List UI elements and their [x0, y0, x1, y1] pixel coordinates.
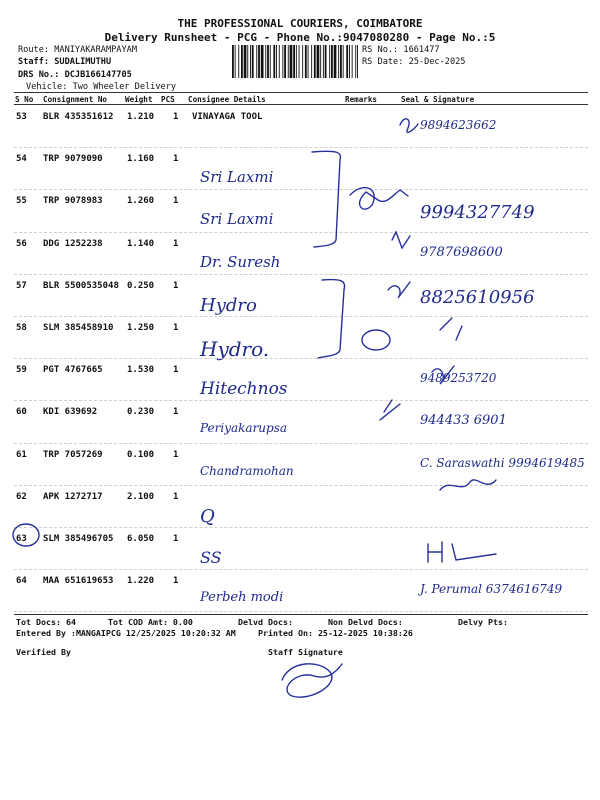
bracket-mark-icon — [312, 151, 340, 247]
handwritten-name: Hydro — [200, 294, 257, 316]
tot-cod-amount: Tot COD Amt: 0.00 — [108, 617, 193, 627]
col-pcs: PCS — [161, 95, 175, 104]
row-consignment: TRP 9079090 — [43, 154, 103, 165]
handwritten-signature: 8825610956 — [420, 286, 535, 308]
rs-date: RS Date: 25-Dec-2025 — [362, 57, 466, 67]
row-pcs: 1 — [173, 112, 179, 122]
row-consignment: TRP 9078983 — [43, 196, 103, 207]
footer-rule — [14, 614, 588, 615]
row-sno: 60 — [16, 407, 27, 418]
signature-scribble-icon — [428, 542, 496, 562]
row-weight: 1.530 — [127, 365, 155, 376]
col-consignment: Consignment No — [43, 95, 108, 104]
rs-number: RS No.: 1661477 — [362, 45, 440, 55]
handwritten-name: Hydro. — [200, 337, 270, 361]
row-pcs: 1 — [173, 238, 179, 249]
row-sno: 59 — [16, 365, 27, 376]
col-consignee: Consignee Details — [188, 95, 266, 104]
row-consignment: KDI 639692 — [43, 407, 98, 418]
row-weight: 1.260 — [127, 196, 155, 207]
row-sno: 64 — [16, 576, 27, 587]
circle-mark-icon — [13, 524, 39, 546]
tot-docs: Tot Docs: 64 — [16, 617, 76, 627]
delvd-docs: Delvd Docs: — [238, 617, 293, 627]
delvy-pts: Delvy Pts: — [458, 617, 508, 627]
non-delvd-docs: Non Delvd Docs: — [328, 617, 403, 627]
row-sno: 56 — [16, 238, 27, 249]
printed-on: Printed On: 25-12-2025 10:38:26 — [258, 628, 413, 638]
handwritten-name: Chandramohan — [200, 463, 294, 478]
col-weight: Weight — [125, 95, 153, 104]
row-weight: 1.160 — [127, 154, 155, 165]
signature-scribble-icon — [388, 282, 410, 298]
row-sno: 54 — [16, 154, 27, 165]
handwritten-signature: 9894623662 — [420, 118, 497, 132]
row-consignment: TRP 7057269 — [43, 449, 103, 460]
row-sno: 58 — [16, 323, 27, 333]
handwritten-name: Q — [200, 505, 215, 527]
row-sno: 57 — [16, 280, 27, 291]
row-pcs: 1 — [173, 449, 179, 460]
signature-scribble-icon — [392, 232, 410, 248]
signature-scribble-icon — [400, 119, 418, 133]
row-weight: 1.220 — [127, 576, 155, 587]
handwritten-signature: C. Saraswathi 9994619485 — [420, 455, 585, 470]
row-consignment: BLR 435351612 — [43, 112, 114, 122]
company-title: THE PROFESSIONAL COURIERS, COIMBATORE — [177, 17, 423, 30]
row-consignee: VINAYAGA TOOL — [192, 112, 263, 122]
row-consignment: PGT 4767665 — [43, 365, 103, 376]
handwritten-name: Periyakarupsa — [200, 421, 288, 436]
staff-signature: Staff Signature — [268, 647, 343, 657]
row-consignment: SLM 385496705 — [43, 534, 114, 544]
vehicle-label: Vehicle: Two Wheeler Delivery — [26, 82, 177, 92]
row-weight: 1.250 — [127, 323, 155, 333]
route-label: Route: MANIYAKARAMPAYAM — [18, 45, 137, 55]
handwritten-signature: J. Perumal 6374616749 — [420, 582, 563, 597]
row-sno: 61 — [16, 449, 27, 460]
row-consignment: DDG 1252238 — [43, 238, 103, 249]
handwritten-signature: 9489253720 — [420, 371, 497, 386]
handwritten-name: Perbeh modi — [200, 590, 284, 606]
signature-scribble-icon — [282, 664, 342, 697]
verified-by: Verified By — [16, 647, 71, 657]
row-pcs: 1 — [173, 280, 179, 291]
row-consignment: APK 1272717 — [43, 491, 103, 502]
staff-label: Staff: SUDALIMUTHU — [18, 57, 112, 67]
handwritten-signature: 9787698600 — [420, 244, 503, 260]
signature-scribble-icon — [440, 480, 496, 490]
handwritten-name: Dr. Suresh — [200, 252, 281, 271]
signature-scribble-icon — [350, 188, 408, 209]
drs-label: DRS No.: DCJB166147705 — [18, 70, 132, 80]
row-pcs: 1 — [173, 576, 179, 587]
signature-scribble-icon — [440, 318, 462, 340]
handwritten-name: SS — [200, 548, 222, 567]
entered-by: Entered By :MANGAIPCG 12/25/2025 10:20:32 AM — [16, 628, 236, 638]
row-pcs: 1 — [173, 196, 179, 207]
row-weight: 0.250 — [127, 280, 155, 291]
row-pcs: 1 — [173, 407, 179, 418]
bracket-mark-icon — [318, 279, 345, 358]
row-weight: 0.100 — [127, 449, 155, 460]
row-weight: 1.210 — [127, 112, 155, 122]
row-sno: 55 — [16, 196, 27, 207]
handwritten-signature: 944433 6901 — [420, 413, 507, 429]
row-weight: 0.230 — [127, 407, 155, 418]
row-weight: 2.100 — [127, 491, 155, 502]
row-pcs: 1 — [173, 154, 179, 165]
row-sno: 53 — [16, 112, 27, 122]
row-pcs: 1 — [173, 491, 179, 502]
row-pcs: 1 — [173, 534, 179, 544]
row-consignment: SLM 385458910 — [43, 323, 114, 333]
row-pcs: 1 — [173, 323, 179, 333]
row-consignment: BLR 5500535048 — [43, 280, 119, 291]
row-pcs: 1 — [173, 365, 179, 376]
runsheet-subtitle: Delivery Runsheet - PCG - Phone No.:9047080280 - Page No.:5 — [104, 31, 496, 44]
handwritten-signature: 9994327749 — [420, 202, 535, 224]
signature-scribble-icon — [432, 366, 454, 384]
col-remarks: Remarks — [345, 95, 378, 104]
row-sno: 63 — [16, 534, 27, 544]
col-seal-signature: Seal & Signature — [401, 95, 475, 104]
row-consignment: MAA 651619653 — [43, 576, 114, 587]
circle-mark-icon — [362, 330, 390, 350]
row-weight: 1.140 — [127, 238, 155, 249]
signature-scribble-icon — [380, 400, 400, 420]
handwritten-name: Sri Laxmi — [200, 168, 274, 187]
handwritten-name: Sri Laxmi — [200, 210, 274, 229]
row-weight: 6.050 — [127, 534, 155, 544]
handwritten-name: Hitechnos — [200, 379, 288, 400]
col-sno: S No — [15, 95, 34, 104]
row-sno: 62 — [16, 491, 27, 502]
